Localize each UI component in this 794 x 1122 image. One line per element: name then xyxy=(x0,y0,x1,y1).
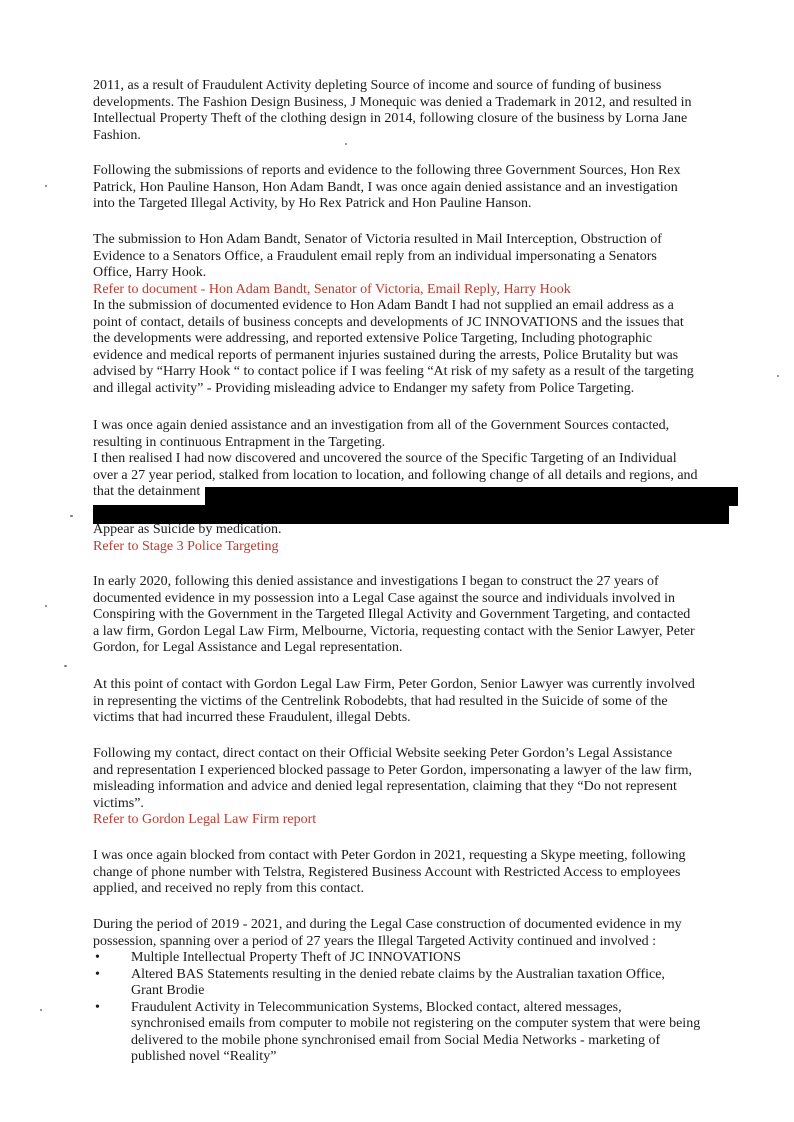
text-line: Evidence to a Senators Office, a Fraudulent email reply from an individual impersonating a Senators xyxy=(93,248,657,264)
text-line: In early 2020, following this denied assistance and investigations I began to construct the 27 years of xyxy=(93,574,659,589)
list-item xyxy=(93,950,743,967)
paragraph-period-2019-2021 xyxy=(93,917,743,950)
text-line: Gordon, for Legal Assistance and Legal representation. xyxy=(93,640,403,655)
list-item xyxy=(93,1000,743,1066)
reference-stage3-police: Refer to Stage 3 Police Targeting xyxy=(93,538,279,554)
text-line: over a 27 year period, stalked from location to location, and following change of all details and regions, and xyxy=(93,467,698,483)
paragraph-skype-request xyxy=(93,848,743,898)
list-item xyxy=(93,967,743,1000)
scan-speck xyxy=(777,375,779,377)
redaction-bar xyxy=(205,487,738,506)
text-line: Conspiring with the Government in the Targeted Illegal Activity and Government Targeting, and contacted xyxy=(93,607,691,622)
text-line: published novel “Reality” xyxy=(131,1049,277,1064)
text-line: into the Targeted Illegal Activity, by Ho Rex Patrick and Hon Pauline Hanson. xyxy=(93,196,532,211)
bullet-list xyxy=(93,950,743,1066)
text-line: developments. The Fashion Design Business, J Monequic was denied a Trademark in 2012, and resulted in xyxy=(93,94,692,110)
paragraph-robodebt xyxy=(93,677,743,727)
text-line: victims that had incurred these Fraudulent, illegal Debts. xyxy=(93,710,411,725)
paragraph-legal-case xyxy=(93,574,743,657)
text-line: I then realised I had now discovered and uncovered the source of the Specific Targeting of an Individual xyxy=(93,451,677,466)
text-line: Following my contact, direct contact on their Official Website seeking Peter Gordon’s Legal Assistance xyxy=(93,746,673,761)
text-line: change of phone number with Telstra, Registered Business Account with Restricted Access to employees xyxy=(93,864,681,880)
text-line: victims”. xyxy=(93,795,144,811)
text-line: The submission to Hon Adam Bandt, Senator of Victoria resulted in Mail Interception, Obstruction of xyxy=(93,232,662,247)
text-line: 2011, as a result of Fraudulent Activity depleting Source of income and source of funding of business xyxy=(93,78,662,93)
scan-speck xyxy=(70,515,73,517)
text-line: Fashion. xyxy=(93,127,141,143)
text-line: Grant Brodie xyxy=(131,983,205,998)
text-line: point of contact, details of business concepts and developments of JC INNOVATIONS and the issues that xyxy=(93,314,684,330)
bullet-icon: • xyxy=(95,999,100,1015)
text-line: Multiple Intellectual Property Theft of JC INNOVATIONS xyxy=(131,950,461,965)
text-line: resulting in continuous Entrapment in the Targeting. xyxy=(93,434,386,450)
text-line: applied, and received no reply from this contact. xyxy=(93,881,364,896)
text-line: documented evidence in my possession into a Legal Case against the source and individuals involved in xyxy=(93,590,676,606)
scan-speck xyxy=(45,605,47,607)
text-line: Altered BAS Statements resulting in the denied rebate claims by the Australian taxation Office, xyxy=(131,966,665,982)
scan-speck xyxy=(45,185,47,187)
text-line: the developments were addressing, and reported extensive Police Targeting, Including photographic xyxy=(93,331,653,346)
text-line: I was once again denied assistance and an investigation from all of the Government Sources contacted, xyxy=(93,418,670,433)
text-line: I was once again blocked from contact with Peter Gordon in 2021, requesting a Skype meeting, following xyxy=(93,848,686,863)
text-line: misleading information and advice and denied legal representation, claiming that they “Do not represent xyxy=(93,779,677,794)
text-line: Fraudulent Activity in Telecommunication Systems, Blocked contact, altered messages, xyxy=(131,999,622,1015)
text-line: and illegal activity” - Providing misleading advice to Endanger my safety from Police Targeting. xyxy=(93,380,635,396)
scan-speck xyxy=(40,1009,42,1011)
text-line: Patrick, Hon Pauline Hanson, Hon Adam Bandt, I was once again denied assistance and an investigation xyxy=(93,179,678,195)
text-line: At this point of contact with Gordon Legal Law Firm, Peter Gordon, Senior Lawyer was currently involved xyxy=(93,677,695,692)
scan-speck xyxy=(345,143,347,145)
text-line: During the period of 2019 - 2021, and during the Legal Case construction of documented evidence in my xyxy=(93,917,682,932)
text-line: delivered to the mobile phone synchronised email from Social Media Networks - marketing of xyxy=(131,1032,661,1048)
text-line: synchronised emails from computer to mobile not registering on the computer system that were being xyxy=(131,1016,701,1031)
text-line: in representing the victims of the Centrelink Robodebts, that had resulted in the Suicide of some of the xyxy=(93,693,668,709)
text-line: In the submission of documented evidence to Hon Adam Bandt I had not supplied an email address as a xyxy=(93,298,674,313)
paragraph-bandt-submission xyxy=(93,232,743,397)
text-line: evidence and medical reports of permanent injuries sustained during the arrests, Police Brutality but was xyxy=(93,347,679,363)
text-line: Following the submissions of reports and evidence to the following three Government Sources, Hon Rex xyxy=(93,163,681,178)
text-line: possession, spanning over a period of 27 years the Illegal Targeted Activity continued and involved : xyxy=(93,933,657,949)
text-line: Intellectual Property Theft of the clothing design in 2014, following closure of the business by Lorna Jane xyxy=(93,111,688,126)
text-line: that the detainment xyxy=(93,484,201,499)
paragraph-government-sources xyxy=(93,163,743,213)
paragraph-business-fraud xyxy=(93,78,743,144)
reference-gordon-legal: Refer to Gordon Legal Law Firm report xyxy=(93,812,317,827)
bullet-icon: • xyxy=(95,950,100,965)
text-line: advised by “Harry Hook “ to contact police if I was feeling “At risk of my safety as a result of the targeting xyxy=(93,364,694,379)
text-line: Appear as Suicide by medication. xyxy=(93,522,282,537)
paragraph-blocked-passage xyxy=(93,746,743,829)
paragraph-suicide-line xyxy=(93,522,743,555)
scan-speck xyxy=(64,665,67,667)
bullet-icon: • xyxy=(95,966,100,982)
text-line: Office, Harry Hook. xyxy=(93,265,207,280)
reference-bandt-email: Refer to document - Hon Adam Bandt, Senator of Victoria, Email Reply, Harry Hook xyxy=(93,281,571,297)
text-line: a law firm, Gordon Legal Law Firm, Melbourne, Victoria, requesting contact with the Senior Lawyer, Peter xyxy=(93,623,695,639)
text-line: and representation I experienced blocked passage to Peter Gordon, impersonating a lawyer of the law firm, xyxy=(93,762,693,778)
